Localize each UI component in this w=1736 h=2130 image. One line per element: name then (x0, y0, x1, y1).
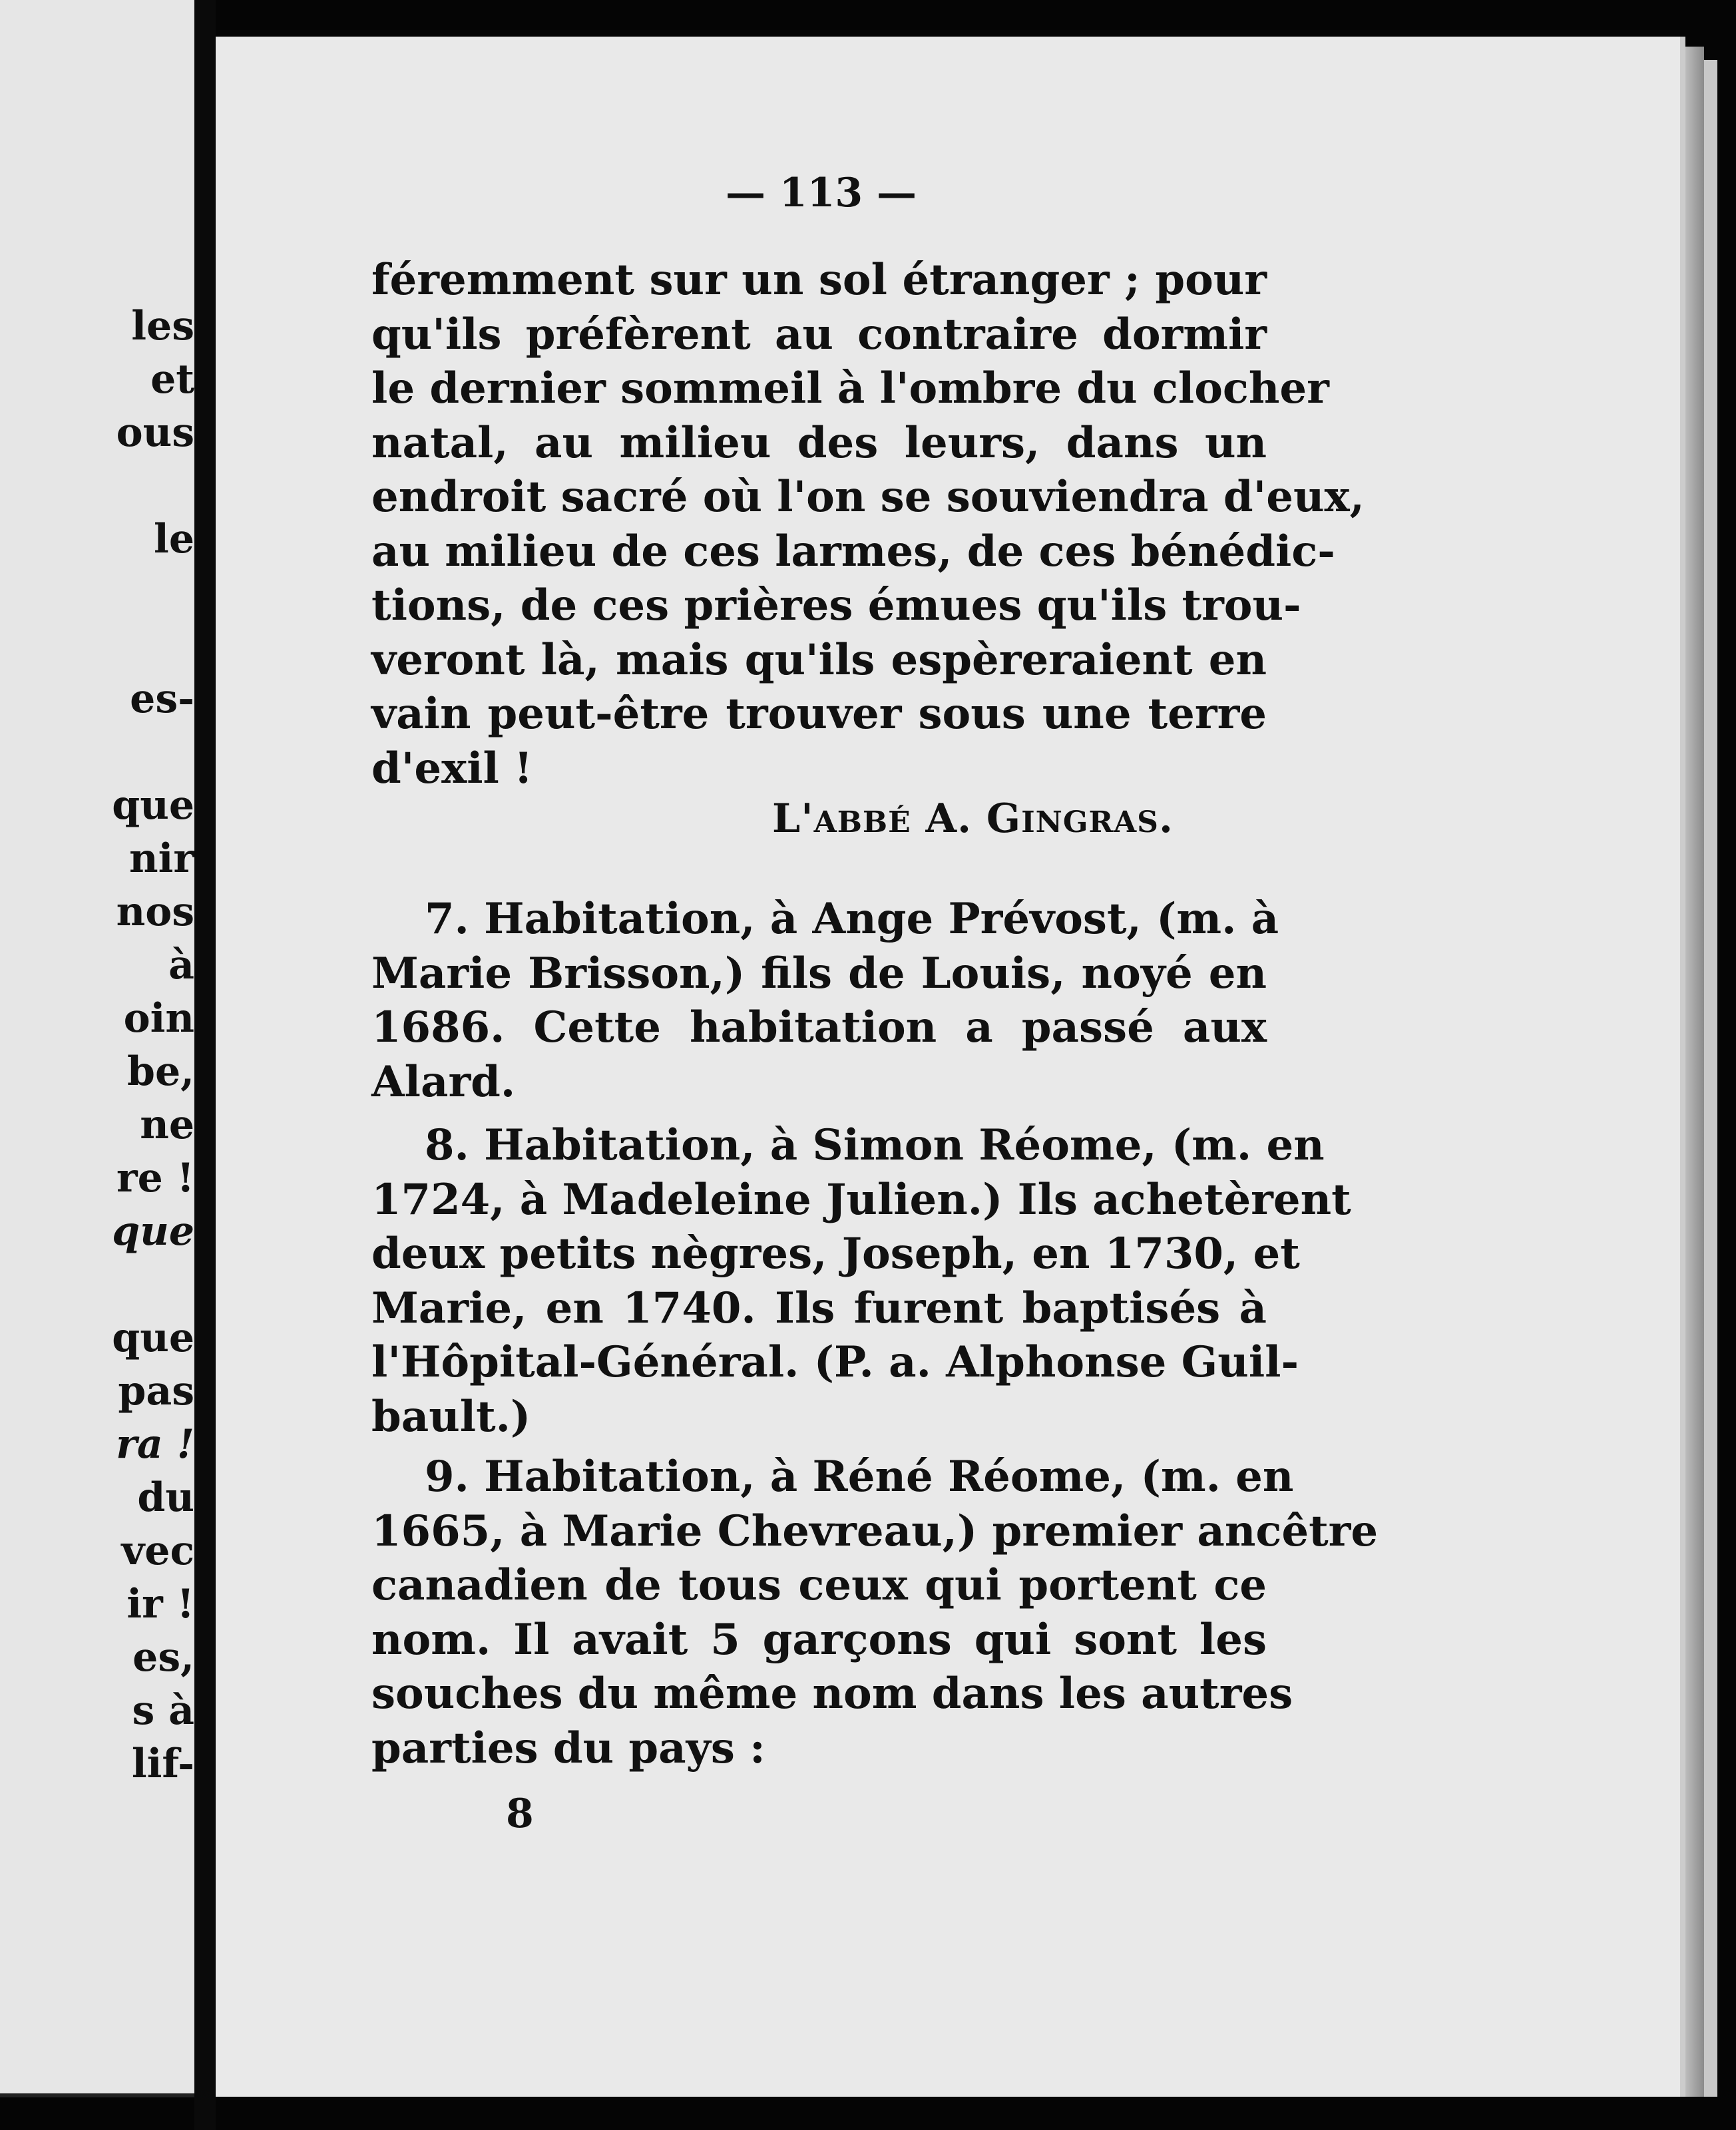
text-line: 7. Habitation, à Ange Prévost, (m. à (425, 894, 1279, 944)
text-line: au milieu de ces larmes, de ces bénédic- (371, 526, 1335, 576)
left-page-fragment: pas (118, 1368, 194, 1414)
left-page-fragment: ra ! (116, 1421, 194, 1468)
text-line: l'Hôpital-Général. (P. a. Alphonse Guil- (371, 1337, 1299, 1387)
left-page-fragment: be, (126, 1048, 194, 1095)
left-page-fragment: ous (116, 409, 194, 456)
paragraph-8 (371, 1118, 1351, 1444)
text-line: natal, au milieu des leurs, dans un (371, 417, 1267, 468)
text-line: qu'ils préfèrent au contraire dormir (371, 309, 1267, 359)
page-edge-light (1704, 60, 1717, 2097)
text-line: bault.) (371, 1391, 531, 1442)
left-page-fragment: que (112, 1208, 194, 1255)
left-page-fragment: s à (132, 1687, 194, 1734)
text-line: canadien de tous ceux qui portent ce (371, 1560, 1267, 1610)
text-line: deux petits nègres, Joseph, en 1730, et (371, 1229, 1300, 1279)
text-line: Alard. (371, 1056, 516, 1107)
text-line: souches du même nom dans les autres (371, 1669, 1293, 1719)
left-page-fragment: le (154, 516, 194, 562)
left-page-fragment: à (168, 942, 194, 988)
text-line: nom. Il avait 5 garçons qui sont les (371, 1614, 1267, 1665)
left-page-fragment: nir (128, 835, 194, 882)
text-line: 9. Habitation, à Réné Réome, (m. en (425, 1452, 1294, 1502)
text-line: d'exil ! (371, 743, 533, 793)
text-line: le dernier sommeil à l'ombre du clocher (371, 363, 1329, 413)
text-line: parties du pays : (371, 1723, 765, 1773)
left-page-fragment: vec (121, 1528, 194, 1574)
text-line: vain peut-être trouver sous une terre (371, 689, 1267, 739)
text-line: Marie, en 1740. Ils furent baptisés à (371, 1283, 1267, 1333)
left-page-fragment: es- (130, 676, 194, 722)
left-page-fragment: ir ! (126, 1581, 194, 1627)
book-gutter (194, 0, 216, 2130)
left-page-fragment: es, (132, 1634, 194, 1681)
left-page-fragment: lif- (131, 1741, 194, 1787)
left-page-fragment: oin (123, 995, 194, 1042)
opening-paragraph (371, 253, 1365, 795)
paragraph-7 (371, 892, 1279, 1109)
text-line: endroit sacré où l'on se souviendra d'eux, (371, 472, 1365, 522)
text-line: Marie Brisson,) fils de Louis, noyé en (371, 948, 1267, 998)
left-page-fragment: nos (116, 889, 194, 935)
text-line: 1665, à Marie Chevreau,) premier ancêtre (371, 1506, 1379, 1556)
text-line: 8. Habitation, à Simon Réome, (m. en (425, 1120, 1325, 1170)
left-page-fragment: du (137, 1474, 194, 1521)
left-page-fragment: que (112, 782, 194, 829)
text-line: 1686. Cette habitation a passé aux (371, 1002, 1267, 1052)
text-line: féremment sur un sol étranger ; pour (371, 255, 1267, 305)
page-number: — 113 — (726, 170, 917, 216)
gathering-signature-mark: 8 (506, 1791, 534, 1837)
text-line: tions, de ces prières émues qu'ils trou- (371, 580, 1301, 630)
left-page-fragment: et (150, 356, 194, 403)
left-page-fragment: ne (140, 1102, 194, 1148)
author-signature: L'ABBÉ A. GINGRAS. (772, 795, 1174, 842)
left-page-fragment: re ! (116, 1155, 194, 1201)
page-edge-shadow (1685, 47, 1704, 2097)
paragraph-9 (371, 1450, 1379, 1775)
left-page-fragment: que (112, 1315, 194, 1361)
text-line: veront là, mais qu'ils espèreraient en (371, 634, 1267, 685)
left-page-fragment: les (131, 303, 194, 349)
text-line: 1724, à Madeleine Julien.) Ils achetèrent (371, 1174, 1351, 1225)
left-page-edge (0, 0, 194, 2097)
